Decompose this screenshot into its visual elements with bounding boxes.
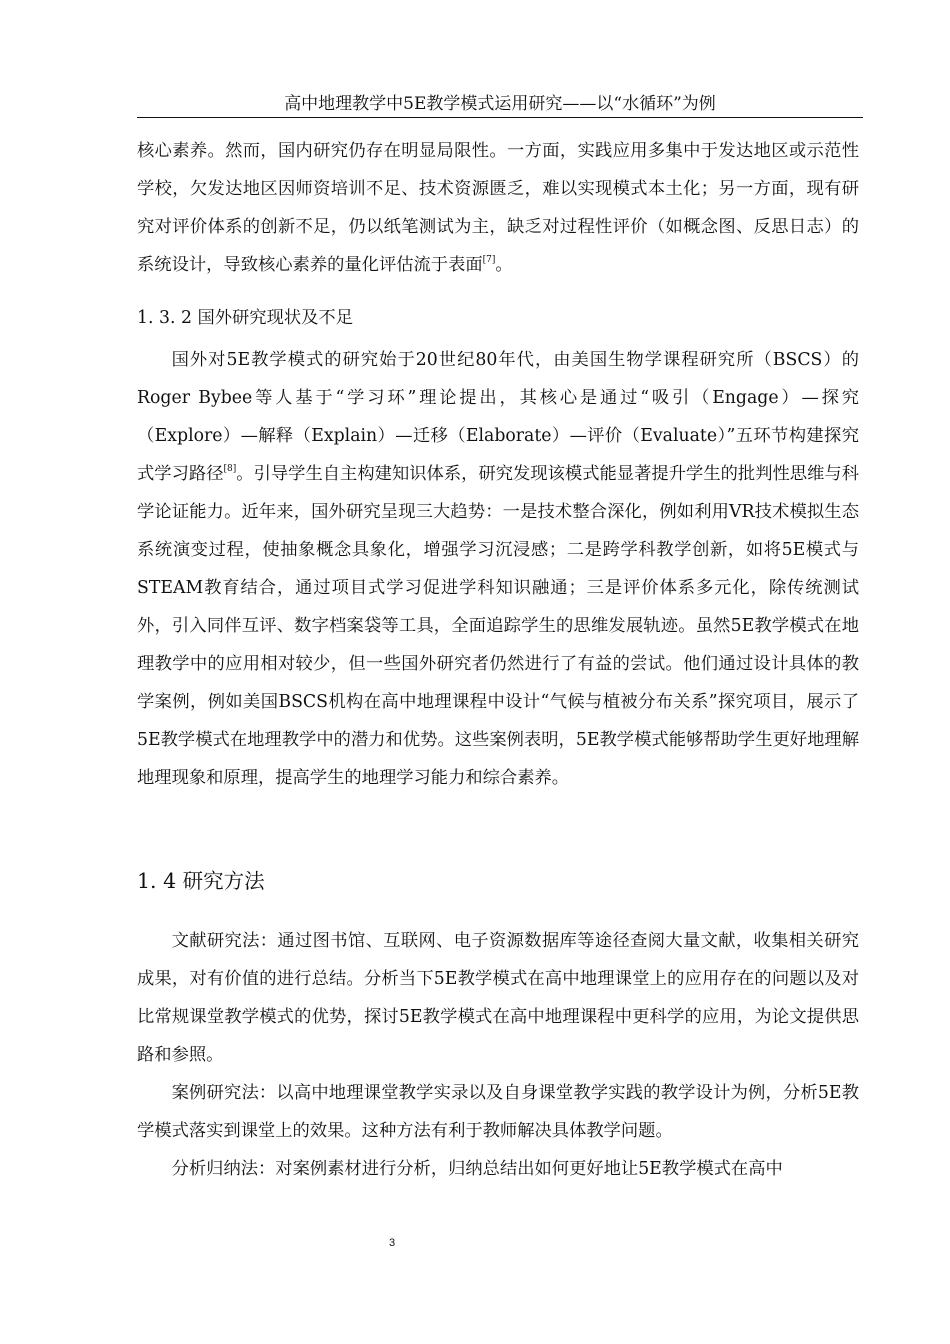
paragraph-end: 。 xyxy=(495,255,513,275)
page-number: 3 xyxy=(388,1237,396,1249)
paragraph-text: 核心素养。然而，国内研究仍存在明显局限性。一方面，实践应用多集中于发达地区或示范性学校，欠发达地区因师资培训不足、技术资源匮乏，难以实现模式本土化；另一方面，现有研究对评价体系的创新不足，仍以纸笔测试为主，缺乏对过程性评价（如概念图、反思日志）的系统设计，导致核心素养的量化评估流于表面 xyxy=(137,141,859,275)
citation-ref: [8] xyxy=(223,464,237,474)
paragraph-text: 国外对5E教学模式的研究始于20世纪80年代，由美国生物学课程研究所（BSCS）的Roger Bybee等人基于“学习环”理论提出，其核心是通过“吸引（Engage）—探究（Explore）—解释（Explain）—迁移（Elaborate）—评价（Evaluate）”五环节构建探究式学习路径 xyxy=(137,350,859,484)
research-methods-body xyxy=(137,922,859,1188)
paragraph-literature-method: 文献研究法：通过图书馆、互联网、电子资源数据库等途径查阅大量文献，收集相关研究成果，对有价值的进行总结。分析当下5E教学模式在高中地理课堂上的应用存在的问题以及对比常规课堂教学模式的优势，探讨5E教学模式在高中地理课程中更科学的应用，为论文提供思路和参照。 xyxy=(137,931,859,1065)
paragraph-case-method: 案例研究法：以高中地理课堂教学实录以及自身课堂教学实践的教学设计为例，分析5E教学模式落实到课堂上的效果。这种方法有利于教师解决具体教学问题。 xyxy=(137,1083,859,1141)
paragraph-domestic-limitations xyxy=(137,132,859,284)
section-heading-1-4: 1. 4 研究方法 xyxy=(137,869,265,893)
paragraph-foreign-research xyxy=(137,341,859,797)
paragraph-analysis-method: 分析归纳法：对案例素材进行分析，归纳总结出如何更好地让5E教学模式在高中 xyxy=(171,1159,783,1179)
running-header: 高中地理教学中5E教学模式运用研究——以“水循环”为例 xyxy=(284,94,716,114)
citation-ref: [7] xyxy=(482,255,496,265)
section-heading-1-3-2: 1. 3. 2 国外研究现状及不足 xyxy=(137,308,353,328)
paragraph-text-continued: 。引导学生自主构建知识体系，研究发现该模式能显著提升学生的批判性思维与科学论证能力。近年来，国外研究呈现三大趋势：一是技术整合深化，例如利用VR技术模拟生态系统演变过程，使抽象概念具象化，增强学习沉浸感；二是跨学科教学创新，如将5E模式与STEAM教育结合，通过项目式学习促进学科知识融通；三是评价体系多元化，除传统测试外，引入同伴互评、数字档案袋等工具，全面追踪学生的思维发展轨迹。虽然5E教学模式在地理教学中的应用相对较少，但一些国外研究者仍然进行了有益的尝试。他们通过设计具体的教学案例，例如美国BSCS机构在高中地理课程中设计“气候与植被分布关系”探究项目，展示了5E教学模式在地理教学中的潜力和优势。这些案例表明，5E教学模式能够帮助学生更好地理解地理现象和原理，提高学生的地理学习能力和综合素养。 xyxy=(137,464,859,788)
header-rule xyxy=(137,117,863,118)
